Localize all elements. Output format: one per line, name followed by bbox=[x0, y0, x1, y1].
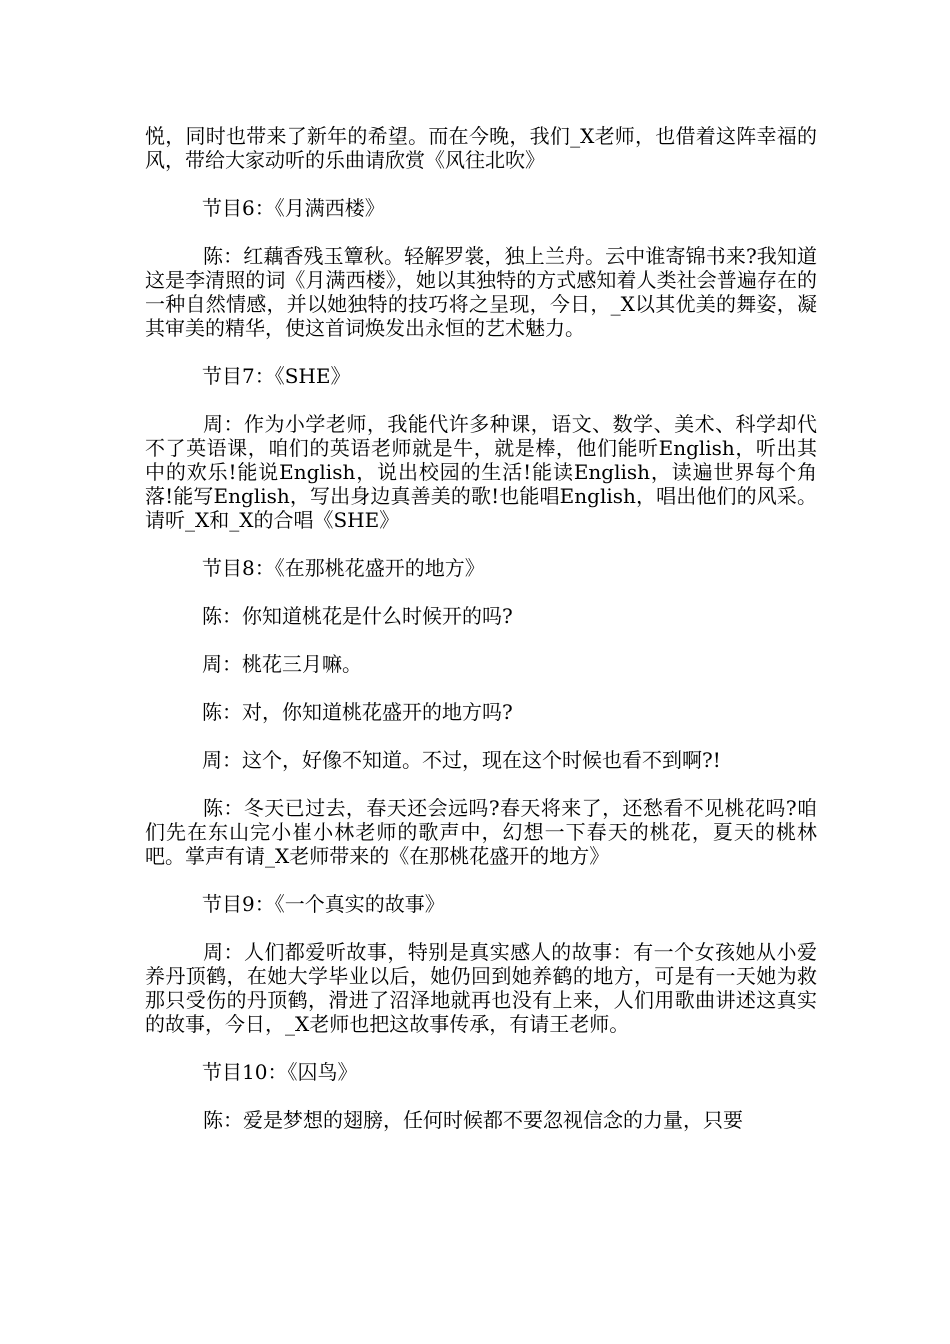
program-10-heading: 节目10：《囚鸟》 bbox=[202, 1060, 358, 1084]
paragraph-intro-continuation: 悦，同时也带来了新年的希望。而在今晚，我们_X老师，也借着这阵幸福的风，带给大家动听的乐曲请欣赏《风往北吹》 bbox=[145, 124, 817, 172]
document-page bbox=[145, 124, 817, 1132]
paragraph-program-10: 陈：爱是梦想的翅膀，任何时候都不要忽视信念的力量，只要 bbox=[203, 1108, 743, 1132]
dialogue-line: 陈：你知道桃花是什么时候开的吗? bbox=[202, 604, 513, 628]
program-6-heading: 节目6：《月满西楼》 bbox=[202, 196, 385, 220]
dialogue-line: 周：桃花三月嘛。 bbox=[202, 652, 362, 676]
paragraph-program-8: 陈：冬天已过去，春天还会远吗?春天将来了，还愁看不见桃花吗?咱们先在东山完小崔小林老师的歌声中，幻想一下春天的桃花，夏天的桃林吧。掌声有请_X老师带来的《在那桃花盛开的地方》 bbox=[145, 796, 817, 868]
dialogue-line: 周：这个，好像不知道。不过，现在这个时候也看不到啊?! bbox=[202, 748, 721, 772]
paragraph-program-7: 周：作为小学老师，我能代许多种课，语文、数学、美术、科学却代不了英语课，咱们的英语老师就是牛，就是棒，他们能听English，听出其中的欢乐!能说English，说出校园的生活!能读English，读遍世界每个角落!能写English，写出身边真善美的歌!也能唱English，唱出他们的风采。请听_X和_X的合唱《SHE》 bbox=[145, 412, 817, 532]
program-9-heading: 节目9：《一个真实的故事》 bbox=[202, 892, 445, 916]
paragraph-program-9: 周：人们都爱听故事，特别是真实感人的故事：有一个女孩她从小爱养丹顶鹤，在她大学毕业以后，她仍回到她养鹤的地方，可是有一天她为救那只受伤的丹顶鹤，滑进了沼泽地就再也没有上来，人们用歌曲讲述这真实的故事，今日，_X老师也把这故事传承，有请王老师。 bbox=[145, 940, 817, 1036]
dialogue-line: 陈：对，你知道桃花盛开的地方吗? bbox=[202, 700, 513, 724]
paragraph-program-6: 陈：红藕香残玉簟秋。轻解罗裳，独上兰舟。云中谁寄锦书来?我知道这是李清照的词《月满西楼》，她以其独特的方式感知着人类社会普遍存在的一种自然情感，并以她独特的技巧将之呈现，今日，_X以其优美的舞姿，凝其审美的精华，使这首词焕发出永恒的艺术魅力。 bbox=[145, 244, 817, 340]
program-8-heading: 节目8：《在那桃花盛开的地方》 bbox=[202, 556, 485, 580]
program-7-heading: 节目7：《SHE》 bbox=[202, 364, 351, 388]
